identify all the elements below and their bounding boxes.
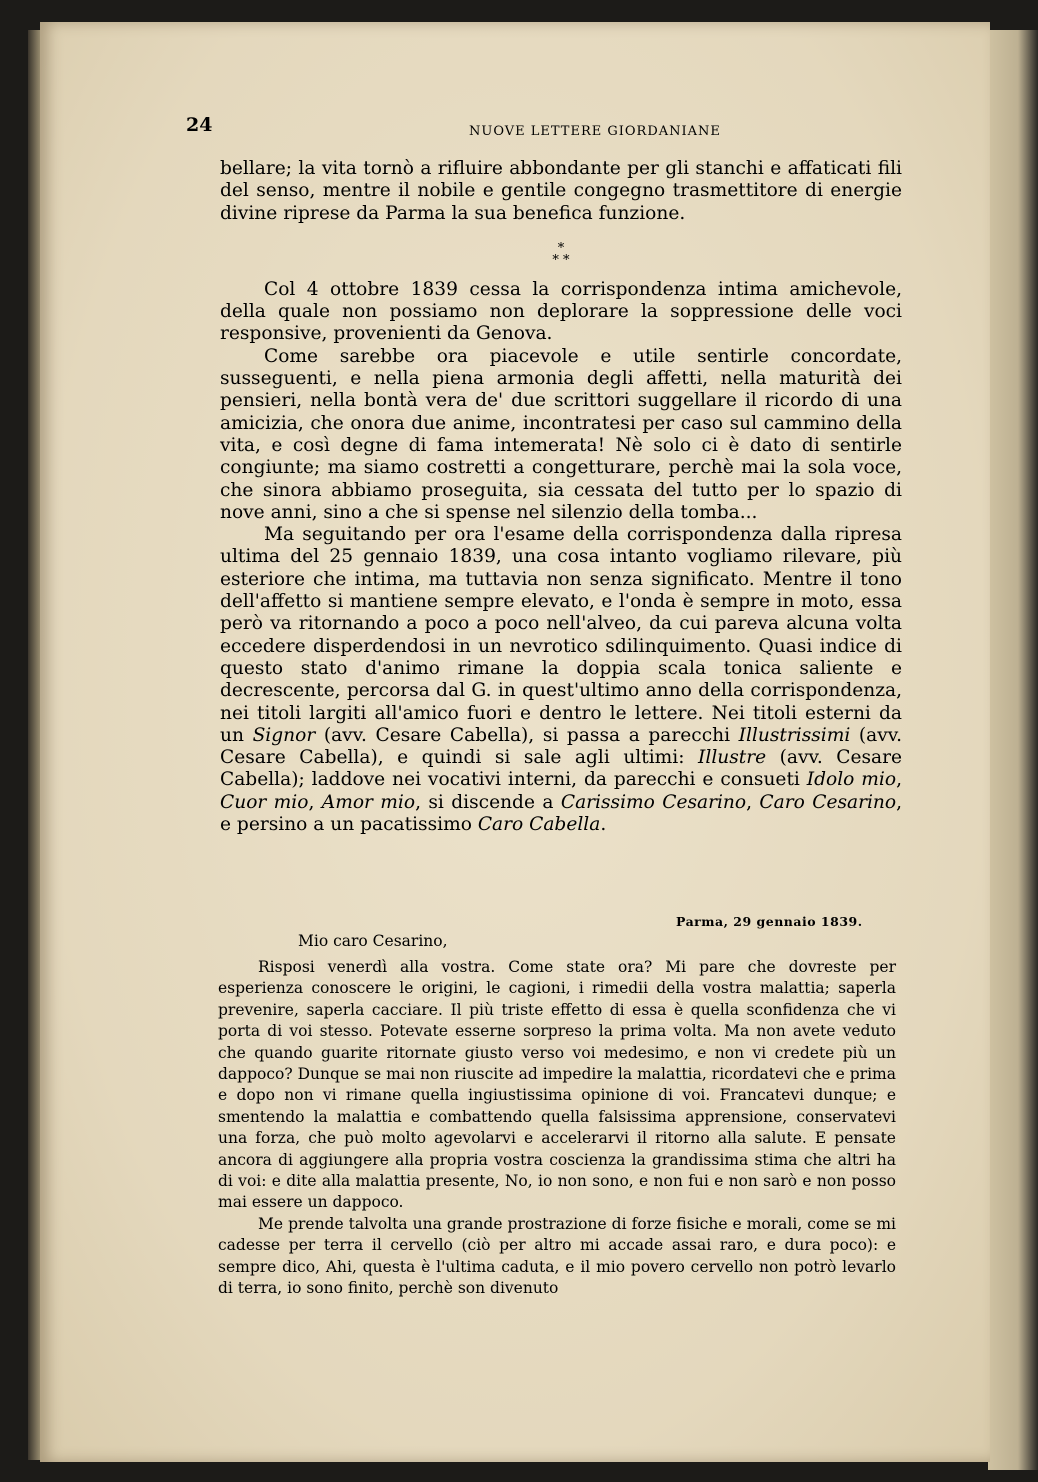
page-fore-edge bbox=[988, 30, 1038, 1470]
running-head: NUOVE LETTERE GIORDANIANE bbox=[469, 124, 721, 139]
page-header bbox=[186, 114, 896, 144]
asterism-bottom: * * bbox=[552, 252, 570, 268]
italic-vocative: Cuor mio bbox=[220, 791, 309, 813]
text-run: , bbox=[746, 791, 760, 813]
italic-title: Illustre bbox=[698, 747, 767, 769]
paragraph-3: Come sarebbe ora piacevole e utile sentirle concordate, susseguenti, e nella piena armonia degli affetti, nella maturità dei pensieri, nella bontà vera de' due scrittori suggellare il ricordo di una amicizia, che onora due anime, incontratesi per caso sul cammino della vita, e così degne di fama intemerata! Nè solo ci è dato di sentirle congiunte; ma siamo costretti a congetturare, perchè mai la sola voce, che sinora abbiamo proseguita, sia cessata del tutto per lo spazio di nove anni, sino a che si spense nel silenzio della tomba... bbox=[220, 345, 902, 523]
text-run: , bbox=[896, 769, 902, 791]
text-run: (avv. Cesare Cabella), si passa a parecchi bbox=[315, 724, 739, 746]
main-text bbox=[220, 158, 902, 836]
paragraph-2: Col 4 ottobre 1839 cessa la corrispondenza intima amichevole, della quale non possiamo non deplorare la soppressione delle voci responsive, provenienti da Genova. bbox=[220, 278, 902, 345]
text-run: Ma seguitando per ora l'esame della corrispondenza dalla ripresa ultima del 25 gennaio 1839, una cosa intanto vogliamo rilevare, più esteriore che intima, ma tuttavia non senza significato. Mentre il tono dell'affetto si mantiene sempre elevato, e l'onda è sempre in moto, essa però va ritornando a poco a poco nell'alveo, da cui pareva alcuna volta eccedere disperdendosi in un nevrotico sdilinquimento. Quasi indice di questo stato d'animo rimane la doppia scala tonica saliente e decrescente, percorsa dal G. in quest'ultimo anno della corrispondenza, nei titoli largiti all'amico fuori e dentro le lettere. Nei titoli esterni da un bbox=[220, 524, 902, 746]
asterism-top: * bbox=[557, 240, 565, 256]
text-run: , e persino a un pacatissimo bbox=[220, 791, 902, 836]
text-run: , si discende a bbox=[415, 791, 561, 813]
italic-vocative: Caro Cesarino bbox=[759, 791, 897, 813]
page-number: 24 bbox=[186, 114, 213, 136]
paragraph-4 bbox=[220, 524, 902, 836]
italic-title: Illustrissimi bbox=[738, 724, 851, 746]
italic-title: Signor bbox=[252, 724, 316, 746]
text-run: (avv. Cesare Cabella); laddove nei vocativi interni, da parecchi e consueti bbox=[220, 747, 902, 791]
letter-salutation: Mio caro Cesarino, bbox=[298, 932, 448, 950]
letter-paragraph-2: Me prende talvolta una grande prostrazione di forze fisiche e morali, come se mi cadesse per terra il cervello (ciò per altro mi accade assai raro, e dura poco): e sempre dico, Ahi, questa è l'ultima caduta, e il mio povero cervello non potrò levarlo di terra, io sono finito, perchè son divenuto bbox=[218, 1214, 896, 1298]
text-run: . bbox=[600, 814, 607, 836]
italic-vocative: Carissimo Cesarino bbox=[560, 791, 747, 813]
letter-paragraph-1: Risposi venerdì alla vostra. Come state ora? Mi pare che dovreste per esperienza conoscere le origini, le cagioni, i rimedii della vostra malattia; saperla prevenire, saperla cacciare. Il più triste effetto di essa è quella sconfidenza che vi porta di voi stesso. Potevate esserne sorpreso la prima volta. Ma non avete veduto che quando guarite ritornate giusto verso voi medesimo, e non vi credete più un dappoco? Dunque se mai non riuscite ad impedire la malattia, ricordatevi che e prima e dopo non vi rimane quella ingiustissima opinione di voi. Francatevi dunque; e smentendo la malattia e combattendo quella falsissima apprensione, conservatevi una forza, che può molto agevolarvi e accelerarvi il ritorno alla salute. E pensate ancora di aggiungere alla propria vostra coscienza la grandissima stima che altri ha di voi: e dite alla malattia presente, No, io non sono, e non fui e non sarò e non posso mai essere un dappoco. bbox=[218, 958, 896, 1212]
italic-vocative: Idolo mio bbox=[806, 769, 897, 791]
letter-date: Parma, 29 gennaio 1839. bbox=[676, 914, 863, 929]
paragraph-1: bellare; la vita tornò a rifluire abbondante per gli stanchi e affaticati fili del senso, mentre il nobile e gentile congegno trasmettitore di energie divine riprese da Parma la sua benefica funzione. bbox=[220, 158, 902, 224]
letter-body bbox=[218, 957, 896, 1300]
section-divider-asterism bbox=[220, 240, 902, 268]
italic-vocative: Amor mio bbox=[321, 791, 416, 813]
text-run: (avv. Cesare Cabella), e quindi si sale agli ultimi: bbox=[220, 724, 902, 769]
italic-vocative: Caro Cabella bbox=[477, 814, 601, 836]
text-run: , bbox=[308, 791, 322, 813]
